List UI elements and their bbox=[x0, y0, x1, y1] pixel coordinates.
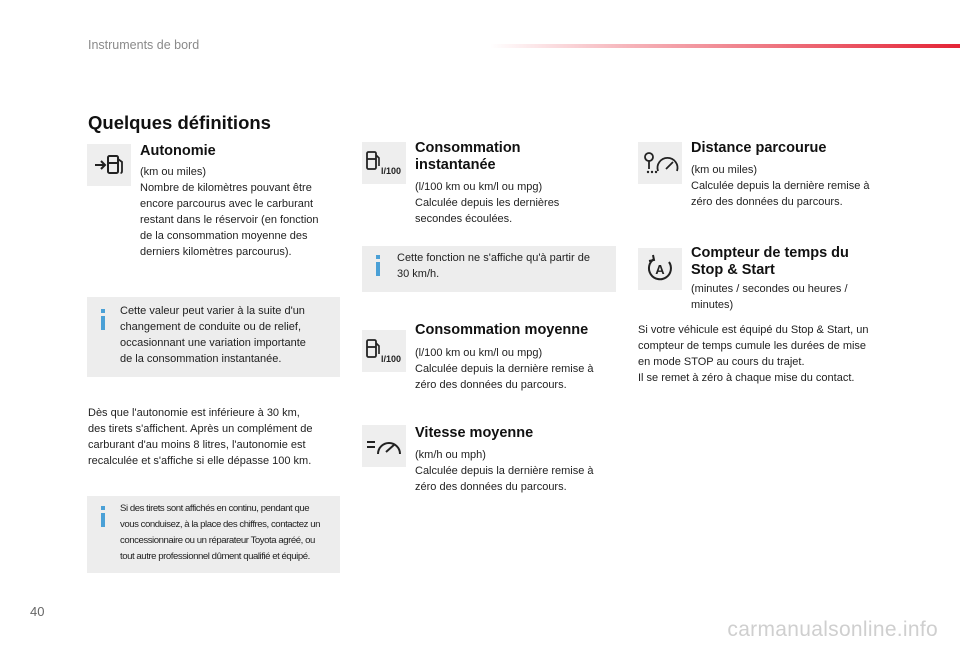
distance-title: Distance parcourue bbox=[691, 140, 827, 156]
distance-icon bbox=[638, 142, 682, 184]
autonomie-title: Autonomie bbox=[140, 143, 216, 159]
page-number: 40 bbox=[30, 604, 45, 619]
info-text-autonomie: Cette valeur peut varier à la suite d'un changement de conduite ou de relief, occasionnant une variation importante de la consommation instantanée. bbox=[120, 305, 306, 365]
info-text-tirets: Si des tirets sont affichés en continu, pendant que vous conduisez, à la place des chiffres, contactez un concessionnaire ou un réparateur Toyota agréé, ou tout autre professionnel dûment qualifié et équipé. bbox=[120, 503, 320, 562]
instant-consumption-icon bbox=[362, 142, 406, 184]
average-consumption-icon bbox=[362, 330, 406, 372]
stop-start-paragraph: Si votre véhicule est équipé du Stop & Start, un compteur de temps cumule les durées de mise en mode STOP au cours du trajet. Il se remet à zéro à chaque mise du contact. bbox=[638, 324, 869, 384]
svg-text:A: A bbox=[655, 262, 665, 277]
info-box-autonomie bbox=[87, 297, 340, 377]
conso-instant-title: Consommation instantanée bbox=[415, 140, 521, 173]
stop-start-icon bbox=[638, 248, 682, 290]
autonomie-text: (km ou miles) Nombre de kilomètres pouvant être encore parcourus avec le carburant restant dans le réservoir (en fonction de la consommation moyenne des derniers kilomètres parcourus). bbox=[140, 166, 319, 258]
vitesse-text: (km/h ou mph) Calculée depuis la dernière remise à zéro des données du parcours. bbox=[415, 449, 594, 493]
running-header: Instruments de bord bbox=[88, 38, 200, 52]
average-speed-icon bbox=[362, 425, 406, 467]
info-box-tirets bbox=[87, 496, 340, 573]
svg-text:l/100: l/100 bbox=[381, 166, 402, 176]
info-box-conso bbox=[362, 246, 616, 292]
info-text-conso: Cette fonction ne s'affiche qu'à partir de 30 km/h. bbox=[397, 252, 590, 280]
conso-moyenne-text: (l/100 km ou km/l ou mpg) Calculée depuis la dernière remise à zéro des données du parcours. bbox=[415, 347, 594, 391]
header-accent-line bbox=[490, 44, 960, 48]
fuel-range-icon bbox=[87, 144, 131, 186]
info-icon bbox=[101, 309, 105, 313]
stop-start-title: Compteur de temps du Stop & Start bbox=[691, 245, 849, 278]
conso-instant-text: (l/100 km ou km/l ou mpg) Calculée depuis les dernières secondes écoulées. bbox=[415, 181, 560, 225]
watermark: carmanualsonline.info bbox=[727, 618, 938, 641]
stop-start-text: (minutes / secondes ou heures / minutes) bbox=[691, 283, 848, 311]
autonomie-paragraph: Dès que l'autonomie est inférieure à 30 km, des tirets s'affichent. Après un complément de carburant d'au moins 8 litres, l'autonomie est recalculée et s'affiche si elle dépasse 100 km. bbox=[88, 407, 313, 467]
svg-text:l/100: l/100 bbox=[381, 354, 402, 364]
distance-text: (km ou miles) Calculée depuis la dernière remise à zéro des données du parcours. bbox=[691, 164, 870, 208]
conso-moyenne-title: Consommation moyenne bbox=[415, 322, 589, 338]
info-icon bbox=[101, 506, 105, 510]
vitesse-title: Vitesse moyenne bbox=[415, 425, 534, 441]
page-title: Quelques définitions bbox=[88, 112, 271, 133]
info-icon bbox=[376, 255, 380, 259]
